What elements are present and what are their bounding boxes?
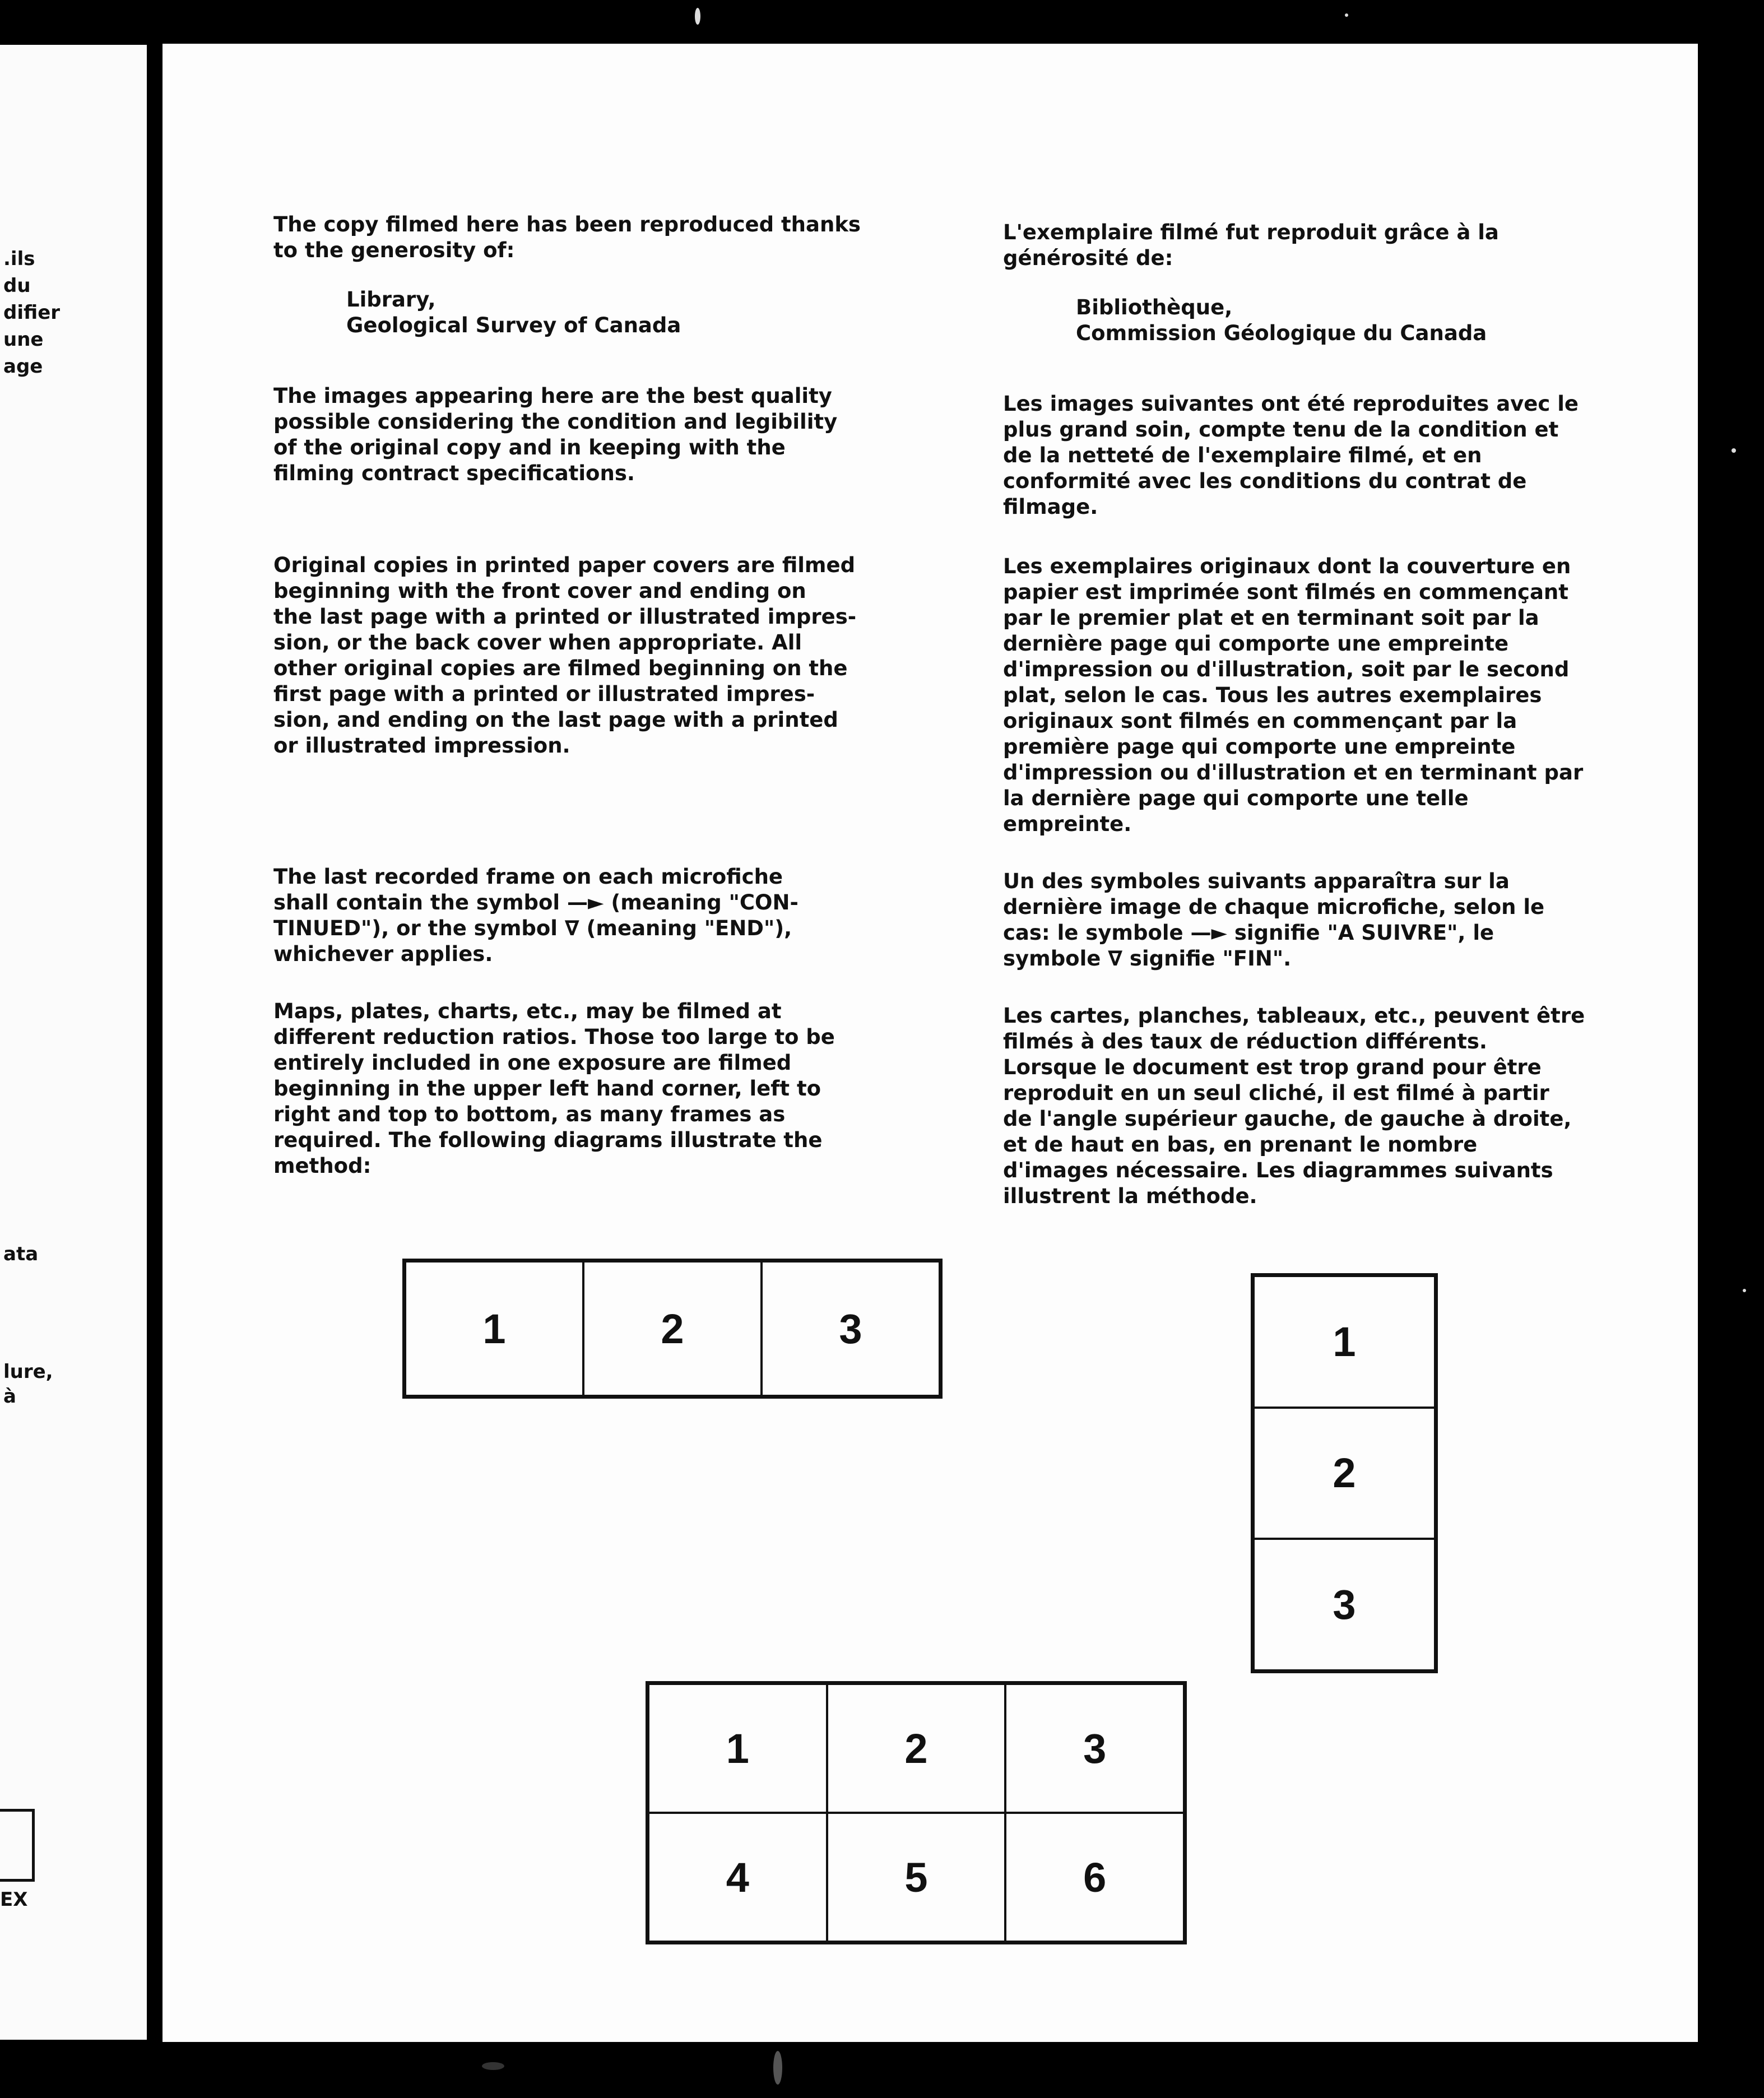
frame-cell: 1 (1254, 1276, 1435, 1408)
film-speck (1743, 1289, 1746, 1292)
symbols-paragraph-fr: Un des symboles suivants apparaîtra sur la dernière image de chaque microfiche, selon le cas: le symbole —► signifie "A SUIVRE", le symbole ∇ signifie "FIN". (1003, 869, 1545, 971)
frame-cell: 1 (405, 1261, 583, 1396)
previous-page-text: à (3, 1385, 16, 1408)
maps-paragraph: Maps, plates, charts, etc., may be filmed at different reduction ratios. Those too large to be entirely included in one exposure are filmed beginning in the upper left hand corner, left to right and top to bottom, as many frames as required. The following diagrams illustrate the method: (273, 999, 835, 1178)
row-diagram (402, 1259, 943, 1399)
maps-paragraph-fr: Les cartes, planches, tableaux, etc., peuvent être filmés à des taux de réduction différents. Lorsque le document est trop grand pour être reproduit en un seul cliché, il est filmé à partir de l'angle supérieur gauche, de gauche à droite, et de haut en bas, en prenant le nombre d'images nécessaire. Les diagrammes suivants illustrent la méthode. (1003, 1004, 1585, 1208)
library-address: Library, Geological Survey of Canada (346, 287, 681, 337)
quality-paragraph-fr: Les images suivantes ont été reproduites avec le plus grand soin, compte tenu de la condition et de la netteté de l'exemplaire filmé, et en conformité avec les conditions du contrat de filmage. (1003, 392, 1579, 519)
previous-page-text: lure, (3, 1361, 53, 1383)
previous-page-fragment (0, 45, 147, 2040)
previous-page-text: EX (0, 1888, 28, 1911)
frame-cell: 3 (762, 1261, 940, 1396)
english-column (273, 212, 923, 1179)
previous-page-text: ata (3, 1243, 39, 1265)
symbols-paragraph: The last recorded frame on each microfiche shall contain the symbol —► (meaning "CON- TINUED"), or the symbol ∇ (meaning "END"), whichever applies. (273, 865, 799, 966)
grid-diagram (646, 1681, 1187, 1944)
previous-page-text: .ils (3, 248, 35, 270)
frame-cell: 2 (827, 1684, 1006, 1813)
library-address-fr: Bibliothèque, Commission Géologique du Canada (1076, 295, 1487, 345)
previous-page-text: une (3, 328, 44, 351)
frame-cell: 6 (1005, 1813, 1184, 1942)
frame-cell: 2 (583, 1261, 762, 1396)
quality-paragraph: The images appearing here are the best quality possible considering the condition and legibility of the original copy and in keeping with the filming contract specifications. (273, 384, 838, 485)
film-speck (1731, 448, 1736, 453)
frame-cell: 2 (1254, 1408, 1435, 1539)
column-diagram (1251, 1273, 1438, 1673)
film-speck (695, 8, 700, 25)
previous-page-text: du (3, 275, 31, 297)
film-speck (1345, 13, 1348, 17)
thanks-paragraph-fr: L'exemplaire filmé fut reproduit grâce à la générosité de: (1003, 220, 1499, 270)
film-speck (482, 2062, 504, 2070)
originals-paragraph-fr: Les exemplaires originaux dont la couverture en papier est imprimée sont filmés en commençant par le premier plat et en terminant soit par la dernière page qui comporte une empreinte d'impression ou d'illustration, soit par le second plat, selon le cas. Tous les autres exemplaires originaux sont filmés en commençant par la première page qui comporte une empreinte d'impression ou d'illustration et en terminant par la dernière page qui comporte une telle empreinte. (1003, 554, 1584, 836)
frame-cell: 3 (1005, 1684, 1184, 1813)
frame-cell: 1 (648, 1684, 827, 1813)
film-speck (773, 2051, 782, 2085)
previous-page-box (0, 1809, 35, 1882)
frame-cell: 5 (827, 1813, 1006, 1942)
originals-paragraph: Original copies in printed paper covers are filmed beginning with the front cover and ending on the last page with a printed or illustrated impres- sion, or the back cover when appropriate. All other original copies are filmed beginning on the first page with a printed or illustrated impres- sion, and ending on the last page with a printed or illustrated impression. (273, 553, 857, 758)
previous-page-text: difier (3, 301, 61, 324)
thanks-paragraph: The copy filmed here has been reproduced thanks to the generosity of: (273, 212, 861, 262)
frame-cell: 3 (1254, 1539, 1435, 1670)
french-column (1003, 220, 1664, 1209)
frame-cell: 4 (648, 1813, 827, 1942)
previous-page-text: age (3, 355, 43, 378)
